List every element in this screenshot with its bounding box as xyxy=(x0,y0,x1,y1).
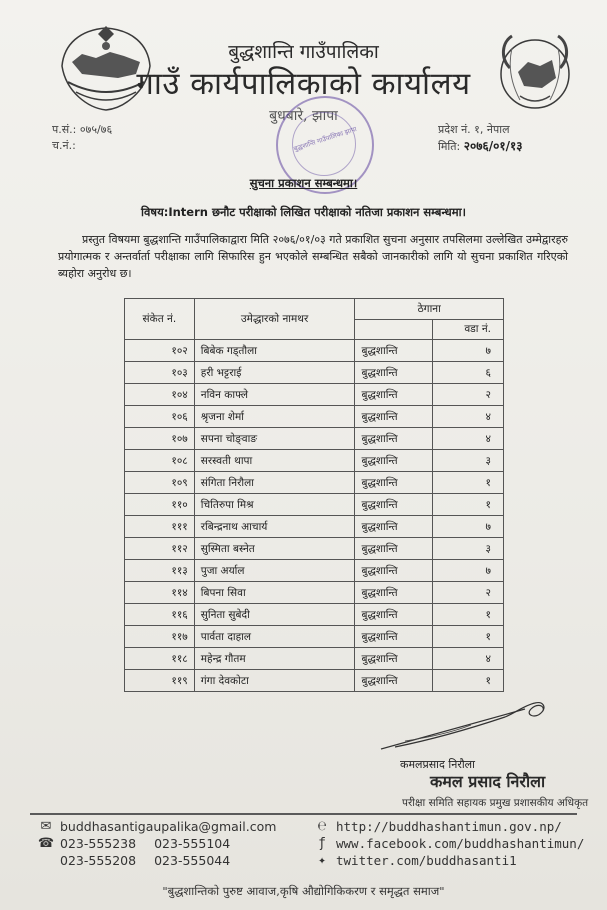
footer-links xyxy=(312,818,602,869)
table-header-row xyxy=(125,299,504,320)
cell-id: १११ xyxy=(125,516,195,538)
header-address: ठेगाना xyxy=(355,299,504,320)
table-row xyxy=(125,384,504,406)
signatory-name: कमलप्रसाद निरौला xyxy=(400,758,475,771)
cell-address: बुद्धशान्ति xyxy=(355,648,432,670)
twitter-text: twitter.com/buddhasanti1 xyxy=(336,853,517,868)
cell-ward: ७ xyxy=(432,340,503,362)
email-text: buddhasantigaupalika@gmail.com xyxy=(60,819,277,834)
phone-3: 023-555208 xyxy=(60,853,137,868)
notice-title: सुचना प्रकाशन सम्बन्धमा। xyxy=(249,176,358,190)
date-block xyxy=(438,122,522,155)
table-row xyxy=(125,648,504,670)
cell-ward: ३ xyxy=(432,538,503,560)
cell-ward: १ xyxy=(432,670,503,692)
cell-name: बिपना सिवा xyxy=(194,582,355,604)
cell-id: ११० xyxy=(125,494,195,516)
motto: "बुद्धशान्तिको पुरुष्ट आवाज,कृषि औद्योगिकिकरण र समृद्धत समाज" xyxy=(162,884,445,898)
header-id: संकेत नं. xyxy=(125,299,195,340)
website-row xyxy=(312,818,602,835)
cell-address: बुद्धशान्ति xyxy=(355,604,432,626)
cell-name: श्रृजना शेर्मा xyxy=(194,406,355,428)
cell-id: ११८ xyxy=(125,648,195,670)
stamp-text: बुद्धशान्ति गाउँपालिका झापा xyxy=(292,125,358,153)
website-text: http://buddhashantimun.gov.np/ xyxy=(336,819,562,834)
cell-name: हरी भट्टराई xyxy=(194,362,355,384)
table-row xyxy=(125,604,504,626)
notice-paragraph: प्रस्तुत विषयमा बुद्धशान्ति गाउँपालिकाद्वारा मिति २०७६/०१/०३ गते प्रकाशित सुचना अनुसार तपसिलमा उल्लेखित उम्मेद्वारहरु प्रयोगात्मक र अन्तर्वार्ता परीक्षाका लागि सिफारिस हुन भएकोले सम्बन्धित सबैको जानकारीको लागि यो सुचना प्रकाशित गरिएको ब्यहोरा अनुरोध छ। xyxy=(58,233,568,280)
cell-address: बुद्धशान्ति xyxy=(355,516,432,538)
twitter-row xyxy=(312,852,602,869)
signatory-title: परीक्षा समिति सहायक प्रमुख प्रशासकीय अधिकृत xyxy=(402,797,589,809)
cell-address: बुद्धशान्ति xyxy=(355,626,432,648)
cell-name: बिबेक गड्तौला xyxy=(194,340,355,362)
cell-address: बुद्धशान्ति xyxy=(355,384,432,406)
cell-name: संगिता निरौला xyxy=(194,472,355,494)
footer-divider xyxy=(30,813,577,815)
cell-address: बुद्धशान्ति xyxy=(355,340,432,362)
facebook-row xyxy=(312,835,602,852)
table-row xyxy=(125,340,504,362)
cell-ward: १ xyxy=(432,626,503,648)
table-row xyxy=(125,362,504,384)
cell-address: बुद्धशान्ति xyxy=(355,406,432,428)
cell-id: १०७ xyxy=(125,428,195,450)
cell-ward: १ xyxy=(432,472,503,494)
table-row xyxy=(125,560,504,582)
cell-ward: ३ xyxy=(432,450,503,472)
phone-1: 023-555238 xyxy=(60,836,137,851)
date-row xyxy=(438,138,522,155)
footer-contacts xyxy=(36,818,296,869)
header-address-blank xyxy=(355,319,432,340)
cell-name: रबिन्द्रनाथ आचार्य xyxy=(194,516,355,538)
results-table xyxy=(124,298,504,692)
cell-name: सरस्वती थापा xyxy=(194,450,355,472)
table-row xyxy=(125,626,504,648)
cell-name: पार्वता दाहाल xyxy=(194,626,355,648)
facebook-icon: ƒ xyxy=(318,836,326,851)
email-icon: ✉ xyxy=(40,819,52,834)
cell-ward: १ xyxy=(432,604,503,626)
cell-ward: ४ xyxy=(432,406,503,428)
cell-ward: २ xyxy=(432,384,503,406)
notice-subject: विषय:Intern छनौट परीक्षाको लिखित परीक्षाको नतिजा प्रकाशन सम्बन्धमा। xyxy=(141,205,466,219)
signatory-stamp-name: कमल प्रसाद निरौला xyxy=(430,772,546,791)
cell-ward: ७ xyxy=(432,516,503,538)
cell-id: १०९ xyxy=(125,472,195,494)
cell-id: ११२ xyxy=(125,538,195,560)
dispatch-number: च.नं.: xyxy=(52,139,76,152)
cell-id: ११४ xyxy=(125,582,195,604)
cell-ward: ४ xyxy=(432,428,503,450)
cell-id: १०२ xyxy=(125,340,195,362)
date-label: मिति: xyxy=(438,140,461,153)
cell-address: बुद्धशान्ति xyxy=(355,494,432,516)
table-row xyxy=(125,516,504,538)
date-value: २०७६/०१/१३ xyxy=(463,139,523,153)
table-row xyxy=(125,538,504,560)
office-name: गाउँ कार्यपालिकाको कार्यालय xyxy=(136,66,471,102)
cell-address: बुद्धशान्ति xyxy=(355,560,432,582)
cell-address: बुद्धशान्ति xyxy=(355,538,432,560)
facebook-text: www.facebook.com/buddhashantimun/ xyxy=(336,836,585,851)
cell-id: ११३ xyxy=(125,560,195,582)
phone-row-2 xyxy=(36,852,296,869)
table-row xyxy=(125,472,504,494)
table-body xyxy=(125,340,504,692)
province-label: प्रदेश नं. १, नेपाल xyxy=(438,123,510,136)
phone-row-1 xyxy=(36,835,296,852)
email-row xyxy=(36,818,296,835)
phone-2: 023-555104 xyxy=(154,836,231,851)
cell-ward: २ xyxy=(432,582,503,604)
cell-id: १०३ xyxy=(125,362,195,384)
cell-id: १०६ xyxy=(125,406,195,428)
header-ward: वडा नं. xyxy=(432,319,503,340)
cell-name: नविन काफ्ले xyxy=(194,384,355,406)
cell-ward: ६ xyxy=(432,362,503,384)
table-row xyxy=(125,428,504,450)
cell-id: १०४ xyxy=(125,384,195,406)
cell-name: सुनिता सुबेदी xyxy=(194,604,355,626)
cell-address: बुद्धशान्ति xyxy=(355,428,432,450)
reference-block xyxy=(52,122,112,154)
table-row xyxy=(125,450,504,472)
web-icon: ℮ xyxy=(318,819,326,834)
table-row xyxy=(125,582,504,604)
cell-address: बुद्धशान्ति xyxy=(355,362,432,384)
cell-name: चितिरुपा मिश्र xyxy=(194,494,355,516)
cell-address: बुद्धशान्ति xyxy=(355,670,432,692)
table-row xyxy=(125,406,504,428)
cell-ward: ७ xyxy=(432,560,503,582)
cell-id: ११९ xyxy=(125,670,195,692)
cell-id: १०८ xyxy=(125,450,195,472)
table-row xyxy=(125,494,504,516)
cell-address: बुद्धशान्ति xyxy=(355,472,432,494)
municipality-name: बुद्धशान्ति गाउँपालिका xyxy=(228,41,379,63)
signature-mark xyxy=(375,695,550,755)
phone-icon: ☎ xyxy=(37,836,55,851)
cell-id: ११७ xyxy=(125,626,195,648)
cell-name: पुजा अर्याल xyxy=(194,560,355,582)
cell-name: सुस्मिता बस्नेत xyxy=(194,538,355,560)
table-row xyxy=(125,670,504,692)
cell-ward: १ xyxy=(432,494,503,516)
header-name: उमेद्धारको नामथर xyxy=(194,299,355,340)
cell-id: ११६ xyxy=(125,604,195,626)
cell-name: सपना चोङ्वाङ xyxy=(194,428,355,450)
cell-address: बुद्धशान्ति xyxy=(355,450,432,472)
cell-name: महेन्द्र गौतम xyxy=(194,648,355,670)
cell-name: गंगा देवकोटा xyxy=(194,670,355,692)
phone-4: 023-555044 xyxy=(154,853,231,868)
office-location: बुधबारे, झापा xyxy=(269,108,338,124)
cell-ward: ४ xyxy=(432,648,503,670)
twitter-icon: ✦ xyxy=(318,853,326,868)
reference-number: प.सं.: ०७५/७६ xyxy=(52,123,113,136)
cell-address: बुद्धशान्ति xyxy=(355,582,432,604)
